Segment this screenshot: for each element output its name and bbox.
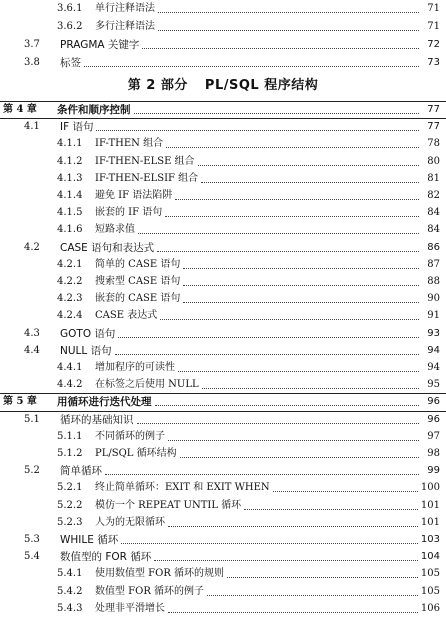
- toc-entry-page: 103: [420, 534, 440, 545]
- toc-entry[interactable]: [0, 411, 446, 429]
- toc-entry[interactable]: [0, 307, 446, 325]
- toc-entry-page: 86: [427, 241, 440, 253]
- toc-entry-title: 人为的无限循环: [95, 516, 165, 528]
- toc-entry-page: 73: [427, 57, 440, 68]
- toc-entry-title: 嵌套的 CASE 语句: [95, 293, 181, 305]
- toc-entry[interactable]: [0, 18, 446, 36]
- dot-leader: [207, 594, 418, 596]
- toc-entry-page: 72: [427, 39, 440, 50]
- toc-entry-page: 100: [420, 482, 440, 494]
- toc-entry[interactable]: [0, 514, 446, 532]
- toc-entry-page: 81: [427, 172, 440, 184]
- toc-entry-title: 不同循环的例子: [95, 430, 165, 442]
- toc-entry-page: 80: [427, 155, 440, 167]
- part-label: 第 2 部分: [127, 78, 188, 93]
- toc-entry-page: 99: [427, 465, 440, 477]
- toc-entry[interactable]: [0, 221, 446, 239]
- toc-entry[interactable]: [0, 479, 446, 497]
- dot-leader: [202, 387, 419, 389]
- toc-entry[interactable]: [0, 548, 446, 566]
- toc-entry-page: 104: [420, 551, 440, 563]
- toc-entry-title: 循环的基础知识: [60, 413, 134, 426]
- toc-entry-page: 94: [427, 362, 440, 373]
- toc-entry[interactable]: [0, 187, 446, 205]
- toc-entry-title: 避免 IF 语法陷阱: [95, 190, 173, 201]
- toc-entry-title: 简单循环: [60, 465, 102, 478]
- dot-leader: [183, 301, 419, 303]
- dot-leader: [168, 611, 418, 613]
- dot-leader: [154, 559, 418, 561]
- toc-entry[interactable]: [0, 428, 446, 446]
- dot-leader: [138, 232, 419, 234]
- toc-entry-title: 标签: [60, 57, 81, 69]
- toc-entry-title: 在标签之后使用 NULL: [95, 379, 199, 391]
- toc-entry-title: PRAGMA 关键字: [60, 39, 140, 51]
- toc-entry-title: 增加程序的可读性: [95, 362, 175, 373]
- toc-entry-page: 71: [427, 21, 440, 32]
- dot-leader: [175, 198, 419, 200]
- dot-leader: [160, 318, 419, 320]
- toc-entry[interactable]: [0, 600, 446, 618]
- toc-entry-number: 4.4: [24, 344, 40, 356]
- toc-entry-page: 94: [427, 344, 440, 356]
- toc-chapter-entry[interactable]: [0, 393, 446, 411]
- toc-entry-number: 4.3: [24, 327, 40, 339]
- toc-entry-page: 93: [427, 327, 440, 339]
- toc-entry[interactable]: [0, 256, 446, 274]
- dot-leader: [96, 129, 419, 131]
- toc-entry[interactable]: [0, 497, 446, 515]
- toc-entry-page: 82: [427, 190, 440, 201]
- toc-entry-page: 84: [427, 207, 440, 219]
- toc-entry[interactable]: [0, 273, 446, 291]
- toc-entry-number: 5.3: [24, 534, 40, 545]
- toc-entry[interactable]: [0, 118, 446, 136]
- dot-leader: [168, 525, 418, 527]
- toc-entry-title: 数值型的 FOR 循环: [60, 551, 152, 564]
- toc-entry-number: 5.4: [24, 551, 40, 563]
- toc-entry-number: 4.2: [24, 241, 40, 253]
- toc-entry-number: 5.4.1: [57, 568, 83, 580]
- toc-entry-number: 4.2.4: [57, 310, 83, 322]
- dot-leader: [118, 336, 419, 338]
- toc-entry[interactable]: [0, 36, 446, 54]
- dot-leader: [142, 47, 419, 49]
- dot-leader: [121, 542, 418, 544]
- toc-entry-number: 4.1.2: [57, 155, 83, 167]
- toc-entry[interactable]: [0, 0, 446, 18]
- dot-leader: [158, 11, 419, 13]
- toc-entry[interactable]: [0, 170, 446, 188]
- dot-leader: [165, 215, 419, 217]
- dot-leader: [178, 370, 419, 372]
- dot-leader: [166, 146, 419, 148]
- toc-entry-title: GOTO 语句: [60, 327, 116, 340]
- toc-entry-number: 5.2.3: [57, 516, 83, 528]
- toc-entry-number: 5.2: [24, 465, 40, 477]
- dot-leader: [155, 404, 420, 406]
- toc-entry-number: 3.6.2: [57, 21, 83, 32]
- toc-entry-page: 90: [427, 293, 440, 305]
- toc-entry-title: 使用数值型 FOR 循环的规则: [95, 568, 225, 580]
- toc-entry-page: 98: [427, 448, 440, 459]
- toc-entry-number: 3.6.1: [57, 3, 83, 14]
- dot-leader: [134, 112, 420, 114]
- toc-entry-title: 终止简单循环：EXIT 和 EXIT WHEN: [95, 482, 270, 494]
- toc-entry-page: 87: [427, 258, 440, 270]
- toc-entry-number: 4.1.1: [57, 138, 83, 150]
- toc-entry-number: 4.1.5: [57, 207, 83, 219]
- dot-leader: [158, 29, 419, 31]
- toc-entry-page: 91: [427, 310, 440, 322]
- toc-entry-number: 5.1: [24, 413, 40, 425]
- toc-entry-page: 71: [427, 3, 440, 14]
- toc-entry-title: 简单的 CASE 语句: [95, 258, 181, 270]
- toc-entry-number: 4.2.2: [57, 276, 83, 287]
- toc-entry-title: 单行注释语法: [95, 3, 155, 14]
- toc-entry[interactable]: [0, 359, 446, 377]
- toc-entry[interactable]: [0, 376, 446, 394]
- toc-entry-title: 多行注释语法: [95, 21, 155, 32]
- toc-entry[interactable]: [0, 342, 446, 360]
- toc-entry-number: 5.1.1: [57, 430, 83, 442]
- toc-entry-title: IF 语句: [60, 121, 94, 134]
- toc-entry[interactable]: [0, 54, 446, 72]
- toc-entry[interactable]: [0, 290, 446, 308]
- toc-entry[interactable]: [0, 462, 446, 480]
- toc-entry-page: 88: [427, 276, 440, 287]
- toc-entry-number: 第 4 章: [3, 104, 37, 115]
- toc-entry-page: 105: [420, 568, 440, 580]
- toc-chapter-entry[interactable]: [0, 101, 446, 119]
- toc-entry-title: IF-THEN-ELSIF 组合: [95, 172, 199, 184]
- toc-entry-page: 96: [427, 413, 440, 425]
- dot-leader: [115, 353, 419, 355]
- toc-entry-number: 4.1: [24, 121, 40, 133]
- dot-leader: [201, 181, 419, 183]
- toc-entry-number: 4.4.2: [57, 379, 83, 391]
- toc-entry-page: 97: [427, 430, 440, 442]
- toc-entry[interactable]: [0, 583, 446, 601]
- toc-entry[interactable]: [0, 531, 446, 549]
- dot-leader: [198, 164, 419, 166]
- toc-entry-number: 4.2.1: [57, 258, 83, 270]
- toc-entry-title: 模仿一个 REPEAT UNTIL 循环: [95, 499, 242, 511]
- toc-entry-title: 短路求值: [95, 224, 135, 236]
- part-heading: [0, 74, 446, 93]
- toc-entry[interactable]: [0, 565, 446, 583]
- toc-entry-number: 4.1.6: [57, 224, 83, 236]
- toc-entry-page: 77: [427, 121, 440, 133]
- toc-entry-page: 101: [420, 516, 440, 528]
- dot-leader: [244, 508, 418, 510]
- toc-entry[interactable]: [0, 204, 446, 222]
- toc-entry-title: NULL 语句: [60, 344, 112, 357]
- toc-entry[interactable]: [0, 153, 446, 171]
- toc-entry-number: 5.4.3: [57, 602, 83, 614]
- toc-entry-title: 嵌套的 IF 语句: [95, 207, 163, 219]
- toc-entry-page: 106: [420, 602, 440, 614]
- toc-entry-title: CASE 表达式: [95, 310, 158, 322]
- dot-leader: [157, 250, 419, 252]
- toc-entry-number: 4.1.4: [57, 190, 83, 201]
- toc-entry-number: 4.1.3: [57, 172, 83, 184]
- toc-entry-number: 4.4.1: [57, 362, 83, 373]
- toc-entry-number: 5.2.2: [57, 499, 83, 511]
- toc-entry-page: 96: [427, 396, 440, 408]
- toc-entry-page: 105: [420, 585, 440, 597]
- toc-entry[interactable]: [0, 135, 446, 153]
- toc-entry-title: IF-THEN 组合: [95, 138, 164, 150]
- toc-entry-number: 3.8: [24, 57, 40, 68]
- toc-entry-number: 5.2.1: [57, 482, 83, 494]
- dot-leader: [168, 439, 419, 441]
- toc-entry-page: 77: [427, 104, 440, 115]
- toc-entry-title: 用循环进行迭代处理: [57, 396, 152, 409]
- dot-leader: [183, 267, 419, 269]
- dot-leader: [84, 65, 419, 67]
- part-title: PL/SQL 程序结构: [204, 78, 319, 93]
- toc-entry-title: PL/SQL 循环结构: [95, 448, 177, 459]
- toc-entry-title: 搜索型 CASE 语句: [95, 276, 181, 287]
- toc-entry-number: 4.2.3: [57, 293, 83, 305]
- dot-leader: [180, 456, 419, 458]
- toc-entry-page: 95: [427, 379, 440, 391]
- toc-entry-number: 第 5 章: [3, 396, 37, 408]
- dot-leader: [273, 490, 418, 492]
- toc-entry-title: IF-THEN-ELSE 组合: [95, 155, 195, 167]
- toc-entry-title: 条件和顺序控制: [57, 104, 131, 116]
- toc-entry-page: 78: [427, 138, 440, 150]
- toc-entry-title: 数值型 FOR 循环的例子: [95, 585, 205, 597]
- toc-entry[interactable]: [0, 445, 446, 463]
- toc-entry-page: 101: [420, 499, 440, 511]
- dot-leader: [227, 576, 418, 578]
- toc-entry-title: CASE 语句和表达式: [60, 241, 155, 254]
- toc-entry-number: 3.7: [24, 39, 40, 50]
- toc-entry-page: 84: [427, 224, 440, 236]
- toc-entry-number: 5.4.2: [57, 585, 83, 597]
- toc-entry-title: WHILE 循环: [60, 534, 119, 546]
- dot-leader: [105, 473, 419, 475]
- dot-leader: [183, 284, 419, 286]
- toc-entry[interactable]: [0, 239, 446, 257]
- toc-entry-title: 处理非平滑增长: [95, 602, 165, 614]
- toc-entry[interactable]: [0, 325, 446, 343]
- toc-entry-number: 5.1.2: [57, 448, 83, 459]
- dot-leader: [137, 422, 420, 424]
